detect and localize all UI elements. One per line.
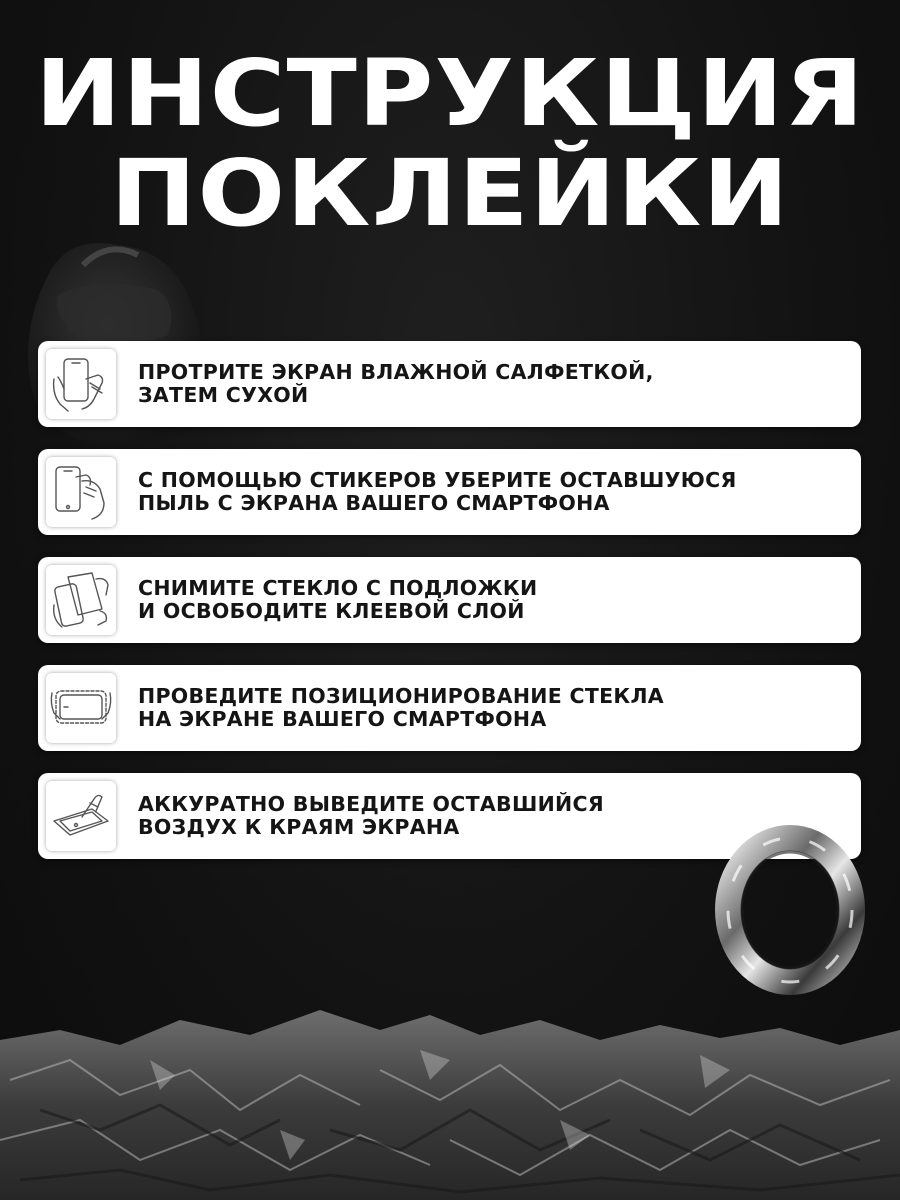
air-bubble-icon: [46, 781, 116, 851]
phone-sticker-icon: [46, 457, 116, 527]
phone-wipe-icon: [46, 349, 116, 419]
step-card-4: [38, 665, 861, 751]
step-text-2: С ПОМОЩЬЮ СТИКЕРОВ УБЕРИТЕ ОСТАВШУЮСЯ ПЫЛЬ С ЭКРАНА ВАШЕГО СМАРТФОНА: [138, 468, 737, 515]
glass-position-icon: [46, 673, 116, 743]
glass-peel-icon: [46, 565, 116, 635]
title-line-2: ПОКЛЕЙКИ: [110, 140, 790, 247]
foil-texture-decoration: [0, 1000, 900, 1200]
title-line-1: ИНСТРУКЦИЯ: [35, 40, 865, 147]
step-text-3: СНИМИТЕ СТЕКЛО С ПОДЛОЖКИ И ОСВОБОДИТЕ КЛЕЕВОЙ СЛОЙ: [138, 576, 538, 623]
step-card-3: [38, 557, 861, 643]
step-text-1: ПРОТРИТЕ ЭКРАН ВЛАЖНОЙ САЛФЕТКОЙ, ЗАТЕМ СУХОЙ: [138, 360, 654, 407]
step-text-4: ПРОВЕДИТЕ ПОЗИЦИОНИРОВАНИЕ СТЕКЛА НА ЭКРАНЕ ВАШЕГО СМАРТФОНА: [138, 684, 664, 731]
step-card-2: [38, 449, 861, 535]
page-title: [0, 40, 900, 247]
chrome-ring-decoration: [705, 815, 875, 1005]
step-card-1: [38, 341, 861, 427]
step-text-5: АККУРАТНО ВЫВЕДИТЕ ОСТАВШИЙСЯ ВОЗДУХ К КРАЯМ ЭКРАНА: [138, 792, 604, 839]
